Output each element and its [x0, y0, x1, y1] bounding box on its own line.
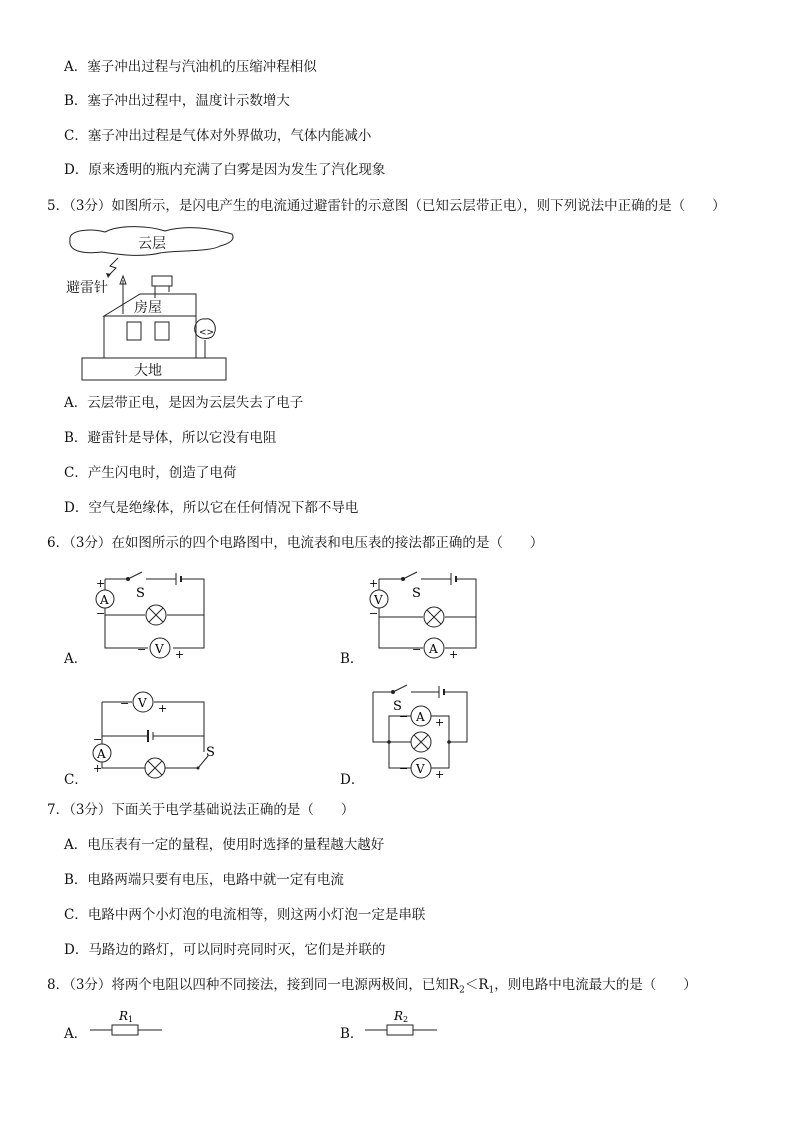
svg-text:S: S: [412, 586, 421, 601]
svg-text:−: −: [412, 643, 422, 656]
svg-text:V: V: [138, 696, 147, 710]
q6-label-d: D．: [340, 772, 365, 788]
svg-text:R: R: [119, 1009, 129, 1023]
q4-option-c: C．塞子冲出过程是气体对外界做功，气体内能减小: [64, 128, 372, 144]
svg-text:+: +: [93, 762, 103, 775]
q7-option-c: C．电路中两个小灯泡的电流相等，则这两小灯泡一定是串联: [64, 907, 426, 923]
q5-stem: 5．（3分）如图所示，是闪电产生的电流通过避雷针的示意图（已知云层带正电），则下列说法中正确的是（ ）: [47, 198, 726, 214]
svg-text:+: +: [449, 648, 459, 661]
circuit-c: [90, 688, 220, 783]
svg-text:−: −: [399, 762, 409, 775]
q8-resistor-a: [88, 1008, 168, 1040]
q8-stem: 8．（3分）将两个电阻以四种不同接法，接到同一电源两极间，已知$R_2<R_1$，则电路中电流最大的是（ ）: [47, 977, 697, 996]
svg-text:A: A: [100, 593, 109, 607]
svg-text:+: +: [435, 716, 445, 729]
svg-text:+: +: [435, 768, 445, 780]
svg-text:−: −: [137, 643, 147, 656]
q6-stem: 6．（3分）在如图所示的四个电路图中，电流表和电压表的接法都正确的是（ ）: [47, 535, 544, 551]
house-body: [104, 316, 196, 358]
svg-text:−: −: [93, 733, 103, 746]
q7-stem: 7．（3分）下面关于电学基础说法正确的是（ ）: [47, 802, 355, 818]
q6-label-a: A．: [64, 651, 88, 667]
q6-label-b: B．: [340, 651, 364, 667]
q5-option-a: A．云层带正电，是因为云层失去了电子: [64, 395, 304, 411]
q4-option-b: B．塞子冲出过程中，温度计示数增大: [64, 93, 290, 109]
svg-text:R: R: [394, 1009, 404, 1023]
q5-option-b: B．避雷针是导体，所以它没有电阻: [64, 430, 277, 446]
q7-option-a: A．电压表有一定的量程，使用时选择的量程越大越好: [64, 837, 385, 853]
q4-option-a: A．塞子冲出过程与汽油机的压缩冲程相似: [64, 59, 317, 75]
circuit-a: [90, 570, 220, 665]
circuit-b: [365, 570, 495, 665]
q7-option-d: D．马路边的路灯，可以同时亮同时灭，它们是并联的: [64, 942, 386, 958]
chimney: [152, 276, 172, 286]
svg-text:V: V: [416, 762, 425, 776]
svg-text:<>: <>: [199, 328, 215, 338]
q6-label-c: C．: [64, 772, 88, 788]
svg-text:2: 2: [403, 1015, 409, 1024]
svg-text:A: A: [416, 710, 425, 724]
svg-text:V: V: [155, 642, 164, 656]
svg-text:−: −: [120, 697, 130, 710]
ground-label: 大地: [134, 363, 162, 379]
svg-text:+: +: [158, 702, 168, 715]
lightning-rod-figure: [60, 222, 240, 384]
q8-label-b: B．: [340, 1026, 364, 1042]
q4-option-d: D．原来透明的瓶内充满了白雾是因为发生了汽化现象: [64, 162, 386, 178]
svg-text:−: −: [96, 607, 106, 620]
svg-text:+: +: [96, 577, 106, 590]
svg-text:S: S: [136, 586, 145, 601]
q7-option-b: B．电路两端只要有电压，电路中就一定有电流: [64, 872, 344, 888]
cloud-label: 云层: [138, 236, 166, 252]
lightning-bolt: [108, 258, 118, 276]
q5-option-c: C．产生闪电时，创造了电荷: [64, 465, 237, 481]
svg-text:V: V: [374, 593, 383, 607]
q8-label-a: A．: [64, 1026, 88, 1042]
svg-text:A: A: [429, 642, 438, 656]
svg-text:S: S: [206, 745, 215, 760]
svg-text:+: +: [369, 577, 379, 590]
svg-text:−: −: [369, 607, 379, 620]
q8-resistor-b: [363, 1008, 443, 1040]
svg-text:+: +: [175, 648, 185, 661]
svg-text:1: 1: [128, 1015, 134, 1024]
q5-option-d: D．空气是绝缘体，所以它在任何情况下都不导电: [64, 500, 359, 516]
rod-label: 避雷针: [66, 280, 108, 296]
svg-text:−: −: [399, 710, 409, 723]
svg-text:A: A: [97, 747, 106, 761]
house-label: 房屋: [134, 300, 162, 316]
svg-text:S: S: [393, 699, 402, 714]
circuit-d: [365, 680, 495, 780]
